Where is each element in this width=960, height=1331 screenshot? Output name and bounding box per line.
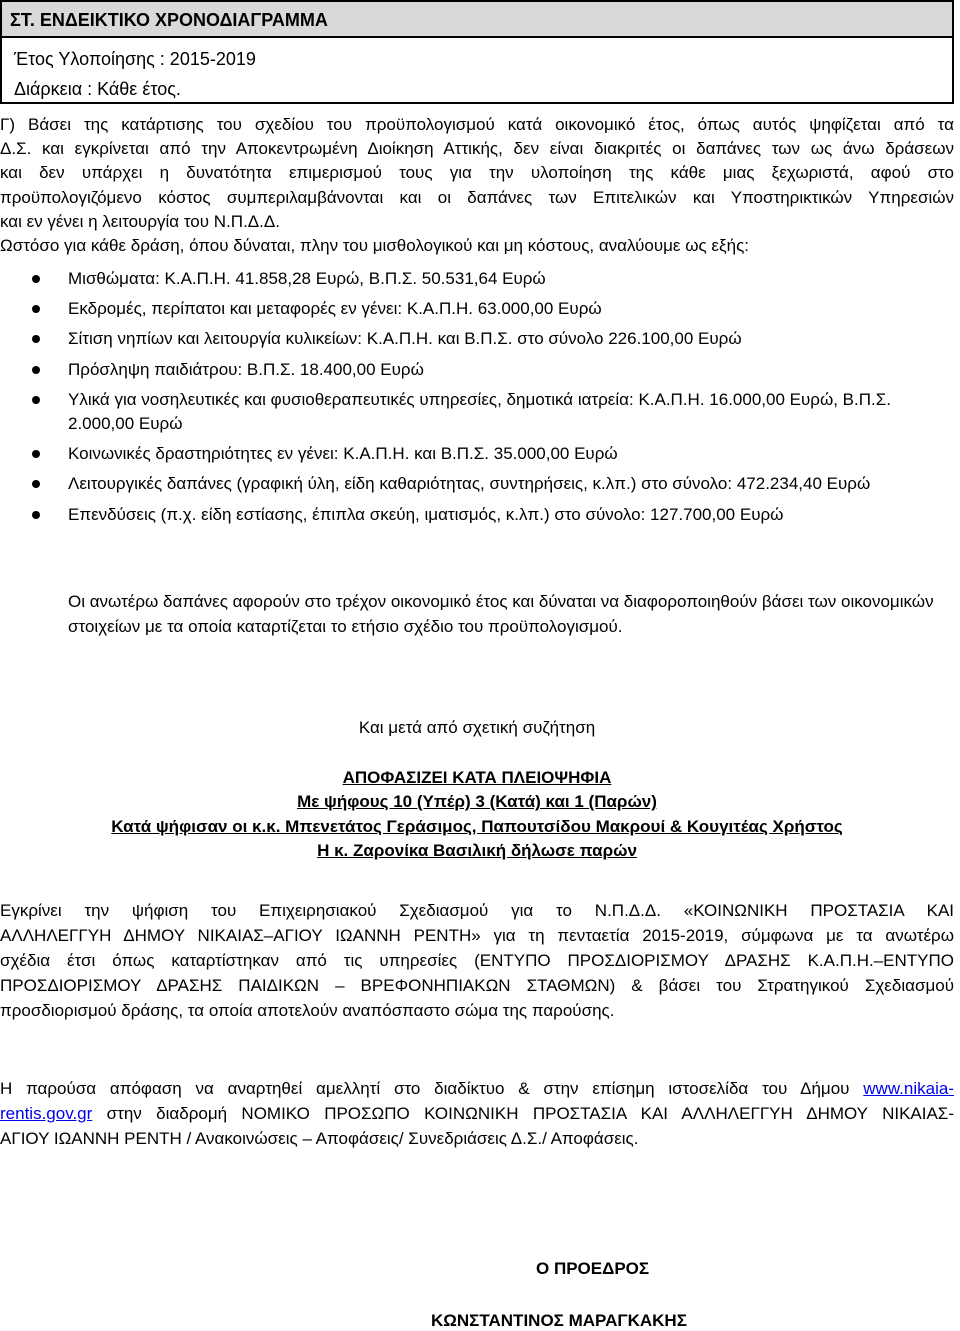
intro-paragraph bbox=[0, 113, 954, 258]
publish-line: ΑΓΙΟΥ ΙΩΑΝΝΗ ΡΕΝΤΗ / Ανακοινώσεις – Αποφάσεις/ Συνεδριάσεις Δ.Σ./ Αποφάσεις. bbox=[0, 1129, 639, 1148]
approval-line: Εγκρίνει την ψήφιση του Επιχειρησιακού Σχεδιασμού για το Ν.Π.Δ.Δ. «ΚΟΙΝΩΝΙΚΗ ΠΡΟΣΤΑΣΙΑ ΚΑΙ bbox=[0, 901, 954, 920]
publish-text: στην διαδρομή ΝΟΜΙΚΟ ΠΡΟΣΩΠΟ ΚΟΙΝΩΝΙΚΗ ΠΡΟΣΤΑΣΙΑ ΚΑΙ ΑΛΛΗΛΕΓΓΥΗ ΔΗΜΟΥ ΝΙΚΑΙΑΣ- bbox=[106, 1104, 954, 1123]
schedule-header: ΣΤ. ΕΝΔΕΙΚΤΙΚΟ ΧΡΟΝΟΔΙΑΓΡΑΜΜΑ bbox=[2, 2, 952, 38]
intro-line: προϋπολογιζόμενο κόστος συμπεριλαμβάνονται και οι δαπάνες των Επιτελικών και Υποστηρικτικών Υπηρεσιών bbox=[0, 187, 954, 207]
approval-paragraph bbox=[0, 898, 954, 1023]
decision-block bbox=[0, 766, 954, 864]
intro-line: Δ.Σ. και εγκρίνεται από την Αποκεντρωμένη Διοίκηση Αττικής, δεν είναι διακριτές οι δαπάνες των ως άνω δράσεων bbox=[0, 139, 954, 159]
decision-present: Η κ. Ζαρονίκα Βασιλική δήλωσε παρών bbox=[317, 841, 637, 861]
approval-line: προσδιορισμού δράσης, τα οποία αποτελούν αναπόσπαστο σώμα της παρούσης. bbox=[0, 1001, 615, 1020]
bullet-icon bbox=[32, 480, 40, 488]
list-item-text: Επενδύσεις (π.χ. είδη εστίασης, έπιπλα σκεύη, ιματισμός, κ.λπ.) στο σύνολο: 127.700,00 Ευρώ bbox=[68, 504, 784, 524]
intro-line: και εν γένει η λειτουργία του Ν.Π.Δ.Δ. bbox=[0, 211, 280, 231]
list-item-text: Πρόσληψη παιδιάτρου: Β.Π.Σ. 18.400,00 Ευρώ bbox=[68, 359, 424, 379]
website-link-cont[interactable]: rentis.gov.gr bbox=[0, 1104, 93, 1123]
list-item-text: Σίτιση νηπίων και λειτουργία κυλικείων: Κ.Α.Π.Η. και Β.Π.Σ. στο σύνολο 226.100,00 Ευρώ bbox=[68, 329, 742, 349]
website-link[interactable]: www.nikaia- bbox=[863, 1079, 954, 1098]
bullet-icon bbox=[32, 511, 40, 519]
list-item-text: Μισθώματα: Κ.Α.Π.Η. 41.858,28 Ευρώ, Β.Π.Σ. 50.531,64 Ευρώ bbox=[68, 269, 546, 288]
publish-line bbox=[0, 1101, 954, 1126]
list-item-text: Κοινωνικές δραστηριότητες εν γένει: Κ.Α.Π.Η. και Β.Π.Σ. 35.000,00 Ευρώ bbox=[68, 444, 618, 464]
bullet-icon bbox=[32, 396, 40, 404]
bullet-icon bbox=[32, 366, 40, 374]
approval-line: σχέδια έτσι όπως καταρτίστηκαν από τις υπηρεσίες (ΕΝΤΥΠΟ ΠΡΟΣΔΙΟΡΙΣΜΟΥ ΔΡΑΣΗΣ Κ.Α.Π.Η.–ΕΝΤΥΠΟ bbox=[0, 951, 954, 970]
bullet-icon bbox=[32, 335, 40, 343]
publish-line bbox=[0, 1076, 954, 1101]
list-item bbox=[0, 297, 954, 321]
list-item bbox=[0, 388, 954, 436]
list-item-text: Λειτουργικές δαπάνες (γραφική ύλη, είδη καθαριότητας, συντηρήσεις, κ.λπ.) στο σύνολο: 472.234,40 Ευρώ bbox=[68, 474, 871, 494]
list-item bbox=[0, 472, 954, 496]
schedule-year: Έτος Υλοποίησης : 2015-2019 bbox=[14, 49, 256, 69]
decision-title: ΑΠΟΦΑΣΙΖΕΙ ΚΑΤΑ ΠΛΕΙΟΨΗΦΙΑ bbox=[342, 768, 612, 787]
approval-line: ΠΡΟΣΔΙΟΡΙΣΜΟΥ ΔΡΑΣΗΣ ΠΑΙΔΙΚΩΝ – ΒΡΕΦΟΝΗΠΙΑΚΩΝ ΣΤΑΘΜΩΝ) & βάσει του Στρατηγικού Σχεδιασμού bbox=[0, 976, 954, 995]
decision-against: Κατά ψήφισαν οι κ.κ. Μπενετάτος Γεράσιμος, Παπουτσίδου Μακρουί & Κουγιτέας Χρήστος bbox=[111, 816, 843, 836]
intro-line: Ωστόσο για κάθε δράση, όπου δύναται, πλην του μισθολογικού και μη κόστους, αναλύουμε ως εξής: bbox=[0, 236, 749, 256]
bullet-icon bbox=[32, 450, 40, 458]
schedule-duration: Διάρκεια : Κάθε έτος. bbox=[14, 79, 181, 99]
expenses-note: Οι ανωτέρω δαπάνες αφορούν στο τρέχον οικονομικό έτος και δύναται να διαφοροποιηθούν βάσει των οικονομικών στοιχείων με τα οποία καταρτίζεται το ετήσιο σχέδιο του προϋπολογισμού. bbox=[68, 592, 934, 636]
list-item bbox=[0, 327, 954, 351]
list-item bbox=[0, 503, 954, 527]
publish-text: Η παρούσα απόφαση να αναρτηθεί αμελλητί στο διαδίκτυο & στην επίσημη ιστοσελίδα του Δήμου bbox=[0, 1079, 850, 1098]
signature-role: Ο ΠΡΟΕΔΡΟΣ bbox=[536, 1259, 650, 1278]
list-item-text: Εκδρομές, περίπατοι και μεταφορές εν γένει: Κ.Α.Π.Η. 63.000,00 Ευρώ bbox=[68, 299, 602, 319]
list-item bbox=[0, 267, 954, 291]
list-item bbox=[0, 358, 954, 382]
intro-line: και δεν υπάρχει η δυνατότητα επιμερισμού τους για την υλοποίηση της κάθε μιας ξεχωριστά, αφού στο bbox=[0, 163, 954, 183]
schedule-box bbox=[0, 0, 954, 104]
list-item bbox=[0, 442, 954, 466]
bullet-icon bbox=[32, 305, 40, 313]
decision-vote: Με ψήφους 10 (Υπέρ) 3 (Κατά) και 1 (Παρών) bbox=[297, 792, 657, 812]
bullet-icon bbox=[32, 275, 40, 283]
approval-line: ΑΛΛΗΛΕΓΓΥΗ ΔΗΜΟΥ ΝΙΚΑΙΑΣ–ΑΓΙΟΥ ΙΩΑΝΝΗ ΡΕΝΤΗ» για τη πενταετία 2015-2019, σύμφωνα με τα ανωτέρω bbox=[0, 926, 954, 945]
list-item-text: Υλικά για νοσηλευτικές και φυσιοθεραπευτικές υπηρεσίες, δημοτικά ιατρεία: Κ.Α.Π.Η. 16.000,00 Ευρώ, Β.Π.Σ. 2.000,00 Ευρώ bbox=[68, 389, 891, 434]
expense-list bbox=[0, 267, 954, 533]
discussion-line: Και μετά από σχετική συζήτηση bbox=[358, 718, 596, 737]
signature-name: ΚΩΝΣΤΑΝΤΙΝΟΣ ΜΑΡΑΓΚΑΚΗΣ bbox=[431, 1311, 687, 1330]
publish-paragraph bbox=[0, 1076, 954, 1151]
intro-line: Γ) Βάσει της κατάρτισης του σχεδίου του προϋπολογισμού κατά οικονομικό έτος, όπως αυτός ψηφίζεται από τα bbox=[0, 115, 954, 134]
